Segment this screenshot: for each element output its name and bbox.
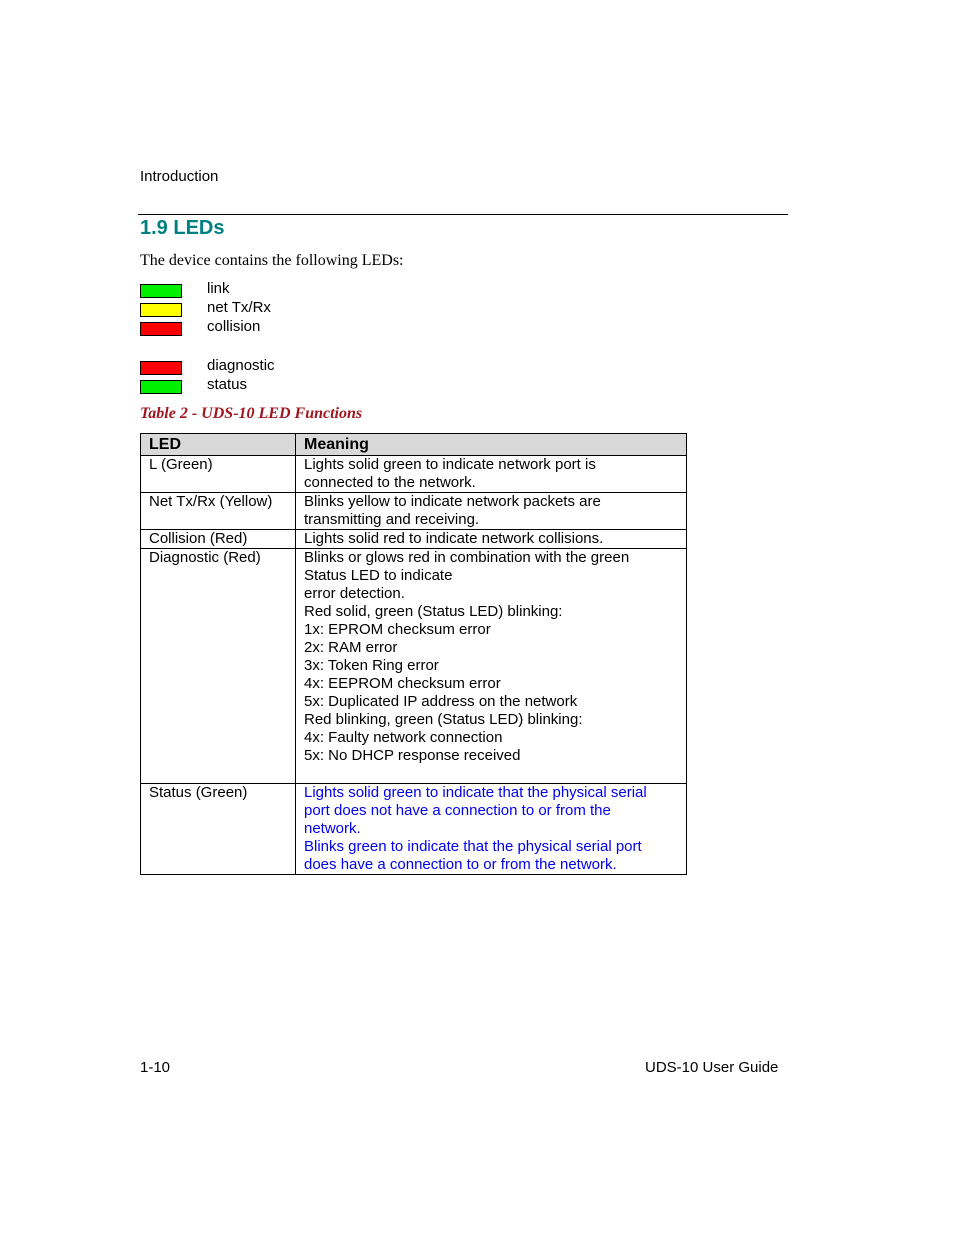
header-rule xyxy=(138,214,788,215)
meaning-line: Blinks yellow to indicate network packets are xyxy=(304,493,601,510)
table-row xyxy=(141,784,687,875)
cell-meaning xyxy=(296,456,687,493)
led-swatch-net-tx-rx xyxy=(140,303,182,317)
meaning-line: Blinks or glows red in combination with the green xyxy=(304,549,630,566)
table-row xyxy=(141,456,687,493)
meaning-line: connected to the network. xyxy=(304,474,476,491)
meaning-line: 3x: Token Ring error xyxy=(304,657,439,674)
cell-meaning xyxy=(296,530,687,549)
meaning-line: Status LED to indicate xyxy=(304,567,453,584)
header-meaning: Meaning xyxy=(296,434,687,456)
meaning-line: Lights solid green to indicate network port is xyxy=(304,456,596,473)
led-label-status: status xyxy=(207,376,248,393)
led-swatch-collision xyxy=(140,322,182,336)
intro-paragraph: The device contains the following LEDs: xyxy=(140,252,404,269)
meaning-line: 4x: Faulty network connection xyxy=(304,729,503,746)
table-row xyxy=(141,549,687,784)
header-led: LED xyxy=(141,434,296,456)
table-caption: Table 2 - UDS-10 LED Functions xyxy=(140,405,363,422)
meaning-line: Lights solid red to indicate network collisions. xyxy=(304,530,604,547)
section-title: 1.9 LEDs xyxy=(140,217,225,239)
cell-led: Collision (Red) xyxy=(141,530,296,549)
page-number: 1-10 xyxy=(140,1059,171,1076)
meaning-line: error detection. xyxy=(304,585,405,602)
table-row xyxy=(141,530,687,549)
cell-led: Diagnostic (Red) xyxy=(141,549,296,784)
led-swatch-diagnostic xyxy=(140,361,182,375)
meaning-line: network. xyxy=(304,820,361,837)
led-swatch-link xyxy=(140,284,182,298)
meaning-line: 5x: No DHCP response received xyxy=(304,747,521,764)
led-label-diagnostic: diagnostic xyxy=(207,357,275,374)
meaning-line: 1x: EPROM checksum error xyxy=(304,621,491,638)
meaning-line: Blinks green to indicate that the physical serial port xyxy=(304,838,642,855)
meaning-line: 2x: RAM error xyxy=(304,639,398,656)
meaning-line: Lights solid green to indicate that the physical serial xyxy=(304,784,647,801)
led-functions-table xyxy=(140,433,687,875)
cell-led: Net Tx/Rx (Yellow) xyxy=(141,493,296,530)
meaning-line: Red solid, green (Status LED) blinking: xyxy=(304,603,563,620)
led-swatch-status xyxy=(140,380,182,394)
led-label-net-tx-rx: net Tx/Rx xyxy=(207,299,271,316)
footer-guide-title: UDS-10 User Guide xyxy=(645,1059,779,1076)
led-label-collision: collision xyxy=(207,318,261,335)
cell-meaning xyxy=(296,784,687,875)
meaning-line: 4x: EEPROM checksum error xyxy=(304,675,501,692)
meaning-line: port does not have a connection to or from the xyxy=(304,802,611,819)
meaning-line: 5x: Duplicated IP address on the network xyxy=(304,693,578,710)
cell-led: Status (Green) xyxy=(141,784,296,875)
cell-meaning xyxy=(296,549,687,784)
meaning-line: does have a connection to or from the network. xyxy=(304,856,617,873)
meaning-line: Red blinking, green (Status LED) blinking: xyxy=(304,711,583,728)
running-header: Introduction xyxy=(140,168,219,185)
led-label-link: link xyxy=(207,280,230,297)
meaning-line: transmitting and receiving. xyxy=(304,511,480,528)
cell-meaning xyxy=(296,493,687,530)
table-row xyxy=(141,493,687,530)
table-header-row xyxy=(141,434,687,456)
cell-led: L (Green) xyxy=(141,456,296,493)
